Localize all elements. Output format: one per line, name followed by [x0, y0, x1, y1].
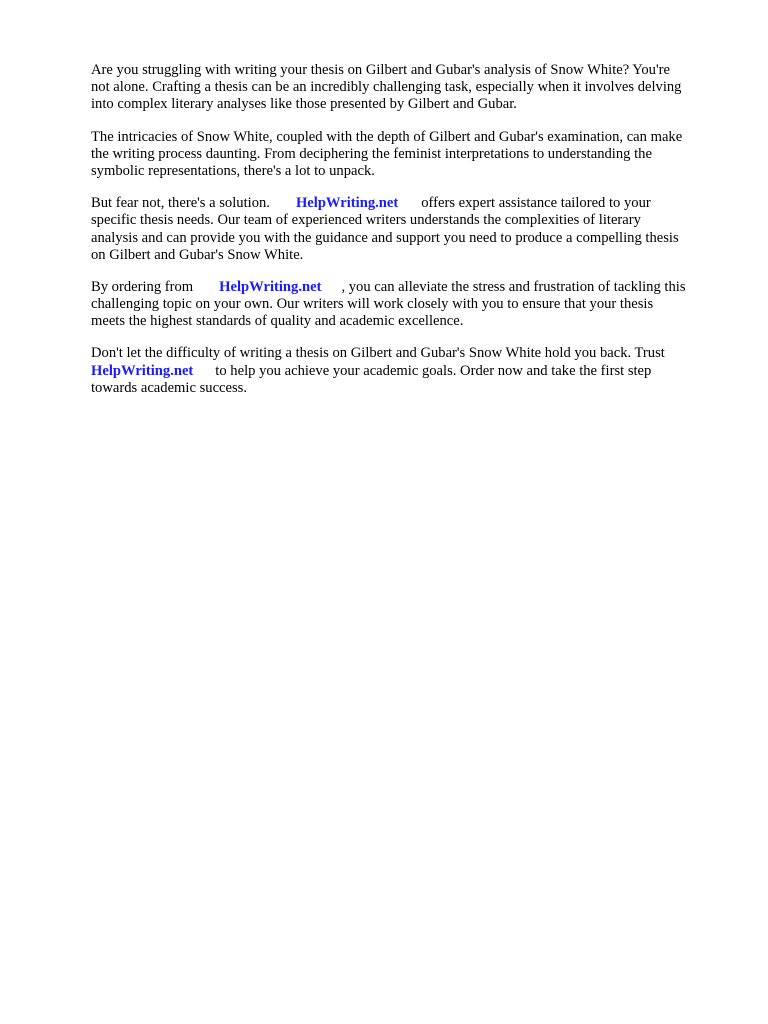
text-line: the writing process daunting. From deciphering the feminist interpretations to understanding the [91, 145, 652, 162]
text-line-with-link [91, 363, 731, 380]
text-segment: By ordering from [91, 278, 194, 295]
paragraph-ordering [91, 279, 731, 331]
text-line: towards academic success. [91, 379, 248, 396]
text-line: analysis and can provide you with the guidance and support you need to produce a compelling thesis [91, 229, 679, 246]
text-line-with-link [91, 279, 731, 296]
paragraph-intricacies [91, 129, 731, 181]
document-page [91, 62, 731, 412]
text-line: challenging topic on your own. Our writers will work closely with you to ensure that your thesis [91, 296, 654, 313]
text-segment: , you can alleviate the stress and frustration of tackling this [341, 278, 686, 295]
text-line: on Gilbert and Gubar's Snow White. [91, 246, 304, 263]
text-segment: But fear not, there's a solution. [91, 195, 270, 212]
text-segment: offers expert assistance tailored to your [421, 195, 651, 212]
text-line: meets the highest standards of quality and academic excellence. [91, 313, 464, 330]
text-line: into complex literary analyses like those presented by Gilbert and Gubar. [91, 96, 517, 113]
text-line: Are you struggling with writing your thesis on Gilbert and Gubar's analysis of Snow White? You're [91, 62, 670, 78]
text-line: The intricacies of Snow White, coupled with the depth of Gilbert and Gubar's examination, can make [91, 128, 683, 145]
helpwriting-link[interactable]: HelpWriting.net [91, 362, 194, 379]
paragraph-closing [91, 345, 731, 397]
helpwriting-link[interactable]: HelpWriting.net [219, 278, 322, 295]
text-line: specific thesis needs. Our team of experienced writers understands the complexities of literary [91, 212, 641, 229]
helpwriting-link[interactable]: HelpWriting.net [295, 195, 399, 212]
text-line: symbolic representations, there's a lot to unpack. [91, 162, 375, 179]
text-line-with-link [91, 195, 731, 212]
text-line: Don't let the difficulty of writing a thesis on Gilbert and Gubar's Snow White hold you back. Trust [91, 345, 665, 362]
text-line: not alone. Crafting a thesis can be an incredibly challenging task, especially when it involves delving [91, 79, 682, 96]
text-segment: to help you achieve your academic goals. Order now and take the first step [215, 362, 652, 379]
paragraph-intro [91, 62, 731, 114]
paragraph-solution [91, 195, 731, 264]
